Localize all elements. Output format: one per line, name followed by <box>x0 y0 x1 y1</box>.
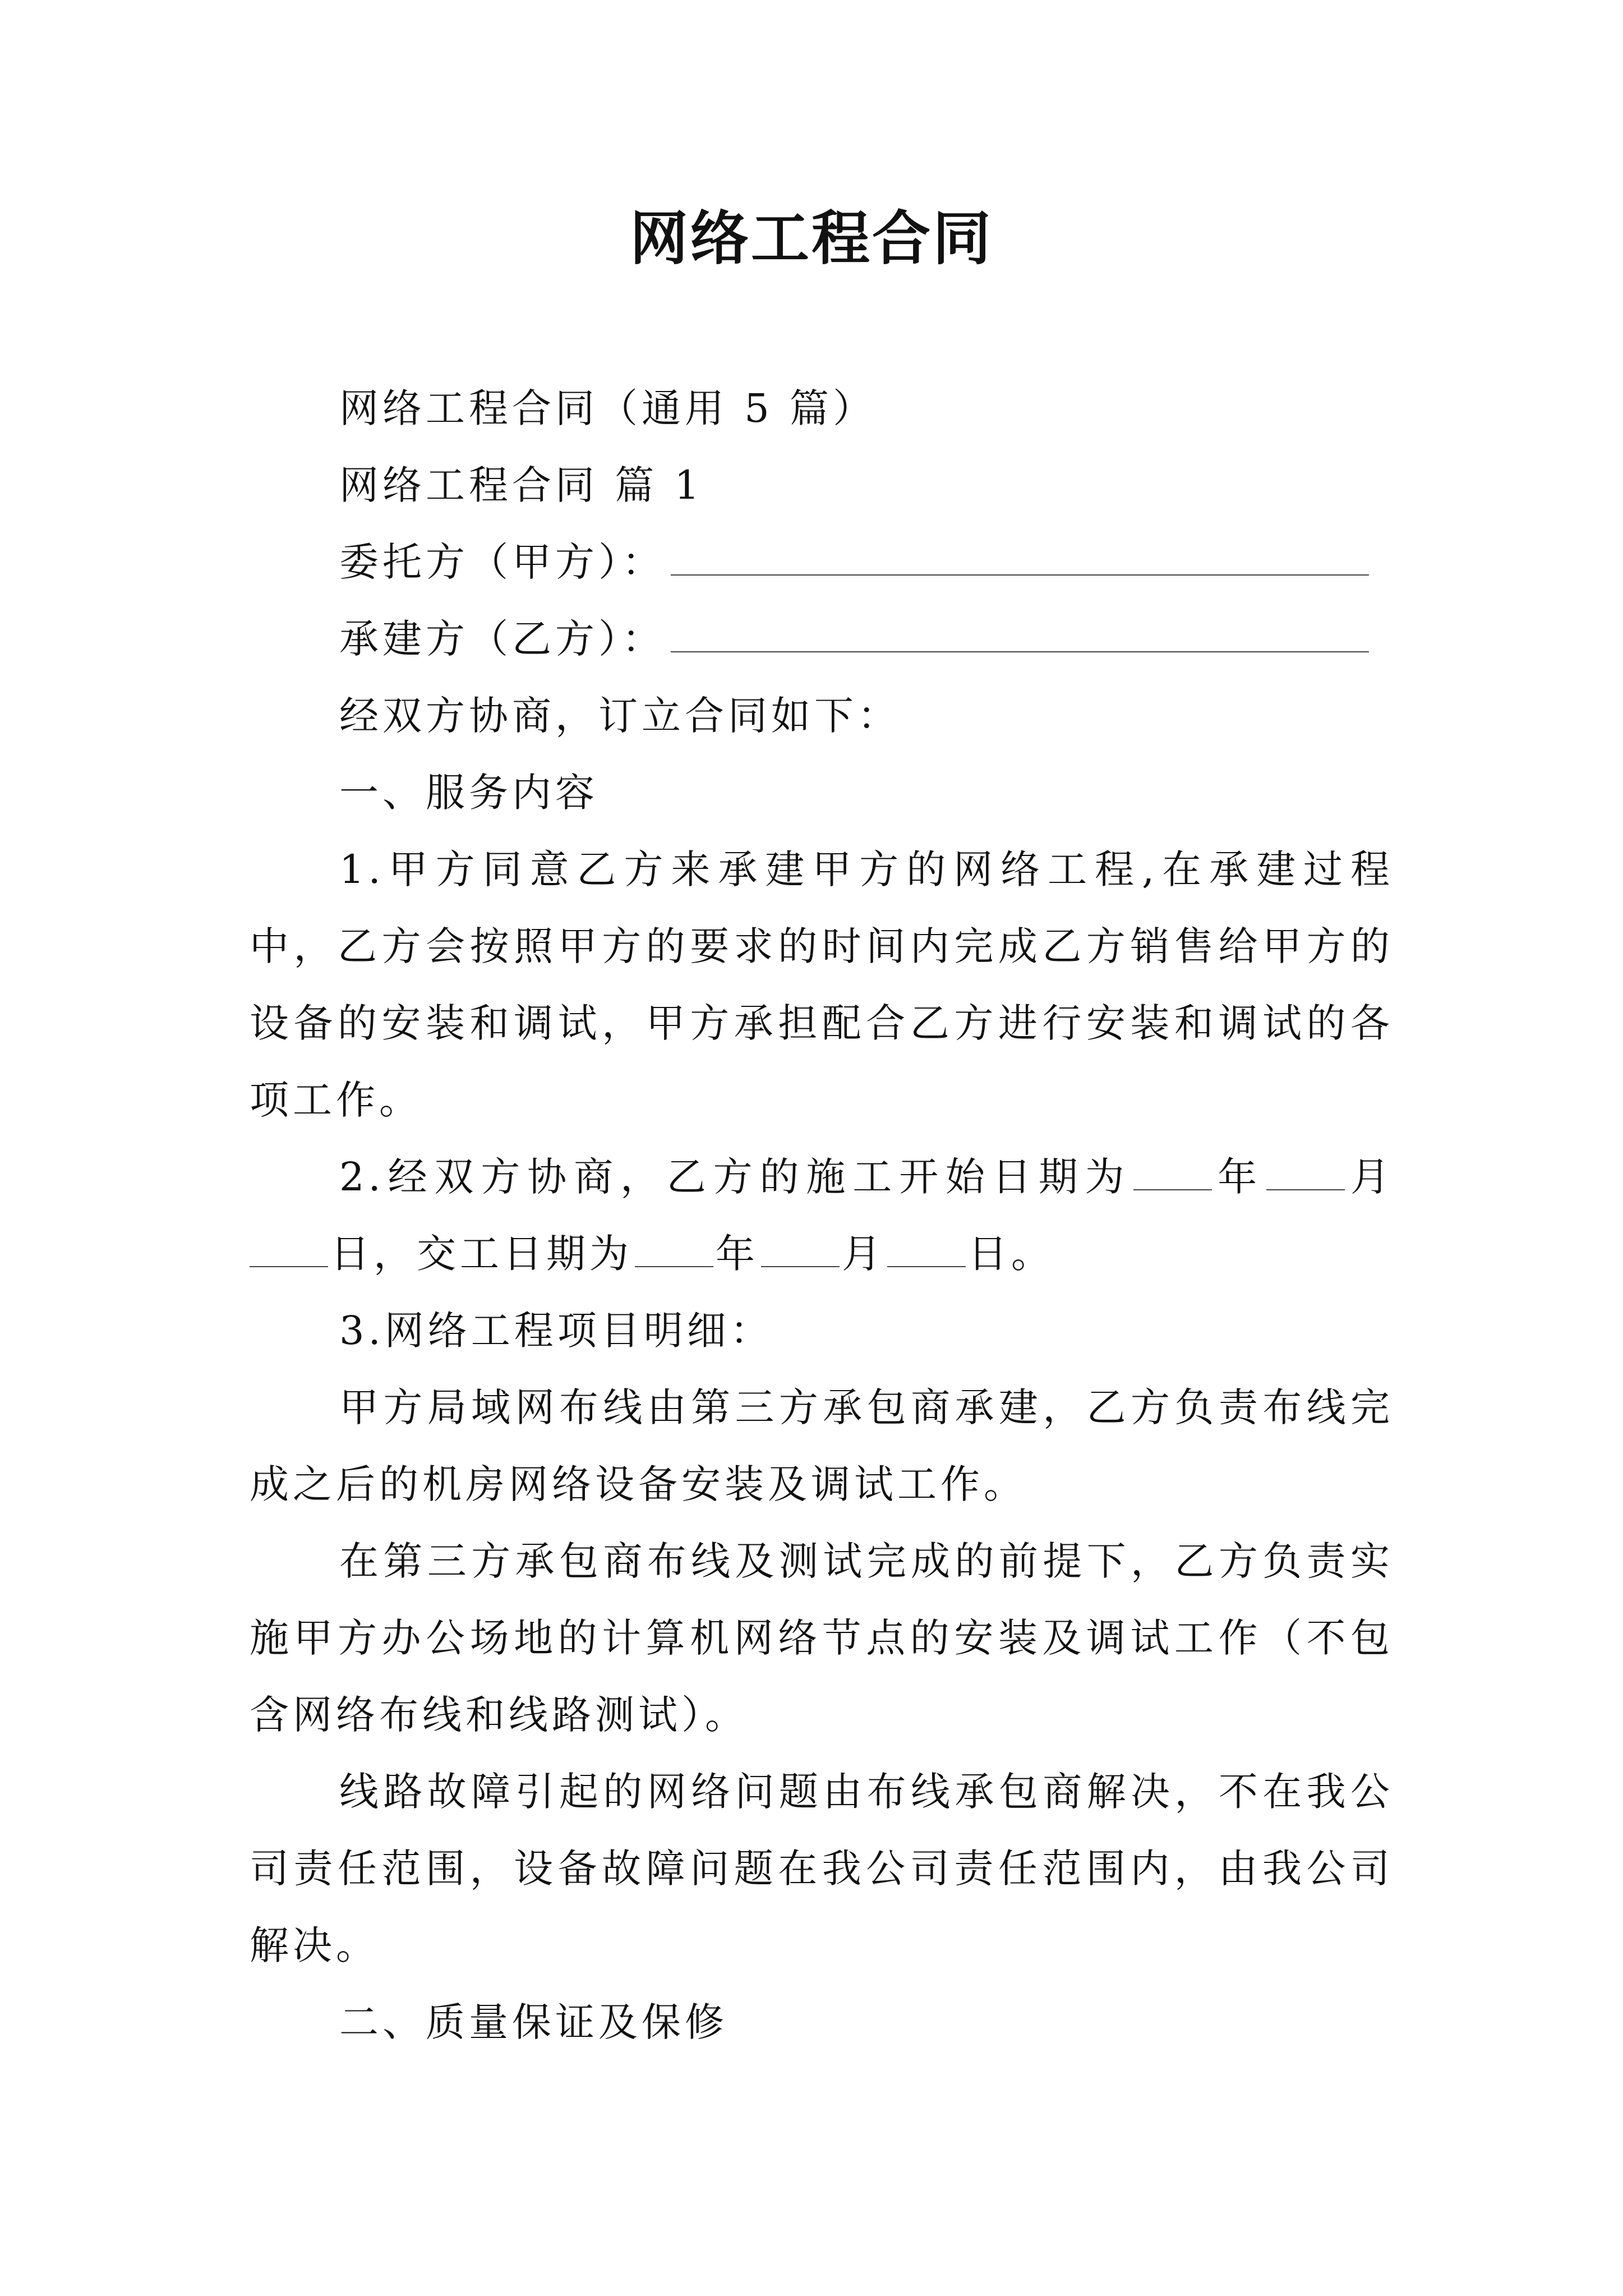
start-year-blank <box>1133 1154 1212 1190</box>
item2-paragraph <box>250 1139 1394 1292</box>
end-month-blank <box>761 1231 840 1267</box>
paragraph-faults: 线路故障引起的网络问题由布线承包商解决，不在我公司责任范围，设备故障问题在我公司责任范围内，由我公司解决。 <box>250 1769 1394 1968</box>
start-month-label: 月 <box>1347 1154 1394 1200</box>
document-title: 网络工程合同 <box>629 204 993 273</box>
section2-title: 二、质量保证及保修 <box>339 1999 728 2045</box>
party-a-line <box>250 524 1394 601</box>
end-month-label: 月 <box>842 1231 885 1277</box>
end-day-blank <box>887 1231 966 1267</box>
end-day-label: 日。 <box>968 1231 1054 1277</box>
party-a-label: 委托方（甲方）： <box>339 539 665 585</box>
subtitle-line: 网络工程合同（通用 5 篇） <box>339 385 877 431</box>
intro-line: 经双方协商，订立合同如下： <box>339 693 901 739</box>
item2-start-text: 2.经双方协商，乙方的施工开始日期为 <box>339 1154 1132 1200</box>
section-heading: 网络工程合同 篇 1 <box>339 462 704 508</box>
party-b-line <box>250 601 1394 678</box>
paragraph-cabling: 甲方局域网布线由第三方承包商承建，乙方负责布线完成之后的机房网络设备安装及调试工作。 <box>250 1384 1394 1507</box>
item3-title: 3.网络工程项目明细： <box>339 1308 773 1354</box>
party-b-blank <box>671 612 1369 652</box>
paragraph-nodes: 在第三方承包商布线及测试完成的前提下，乙方负责实施甲方办公场地的计算机网络节点的安装及调试工作（不包含网络布线和线路测试）。 <box>250 1538 1394 1738</box>
party-b-label: 承建方（乙方）： <box>339 616 665 662</box>
end-year-label: 年 <box>716 1231 759 1277</box>
end-year-blank <box>635 1231 713 1267</box>
section1-title: 一、服务内容 <box>339 770 598 816</box>
item1-paragraph: 1.甲方同意乙方来承建甲方的网络工程,在承建过程中，乙方会按照甲方的要求的时间内完成乙方销售给甲方的设备的安装和调试，甲方承担配合乙方进行安装和调试的各项工作。 <box>250 846 1394 1123</box>
end-date-text: 日，交工日期为 <box>330 1231 633 1277</box>
start-year-label: 年 <box>1214 1154 1265 1200</box>
start-day-blank <box>250 1231 328 1267</box>
document-body <box>250 370 1394 2061</box>
start-month-blank <box>1266 1154 1345 1190</box>
party-a-blank <box>671 535 1369 576</box>
